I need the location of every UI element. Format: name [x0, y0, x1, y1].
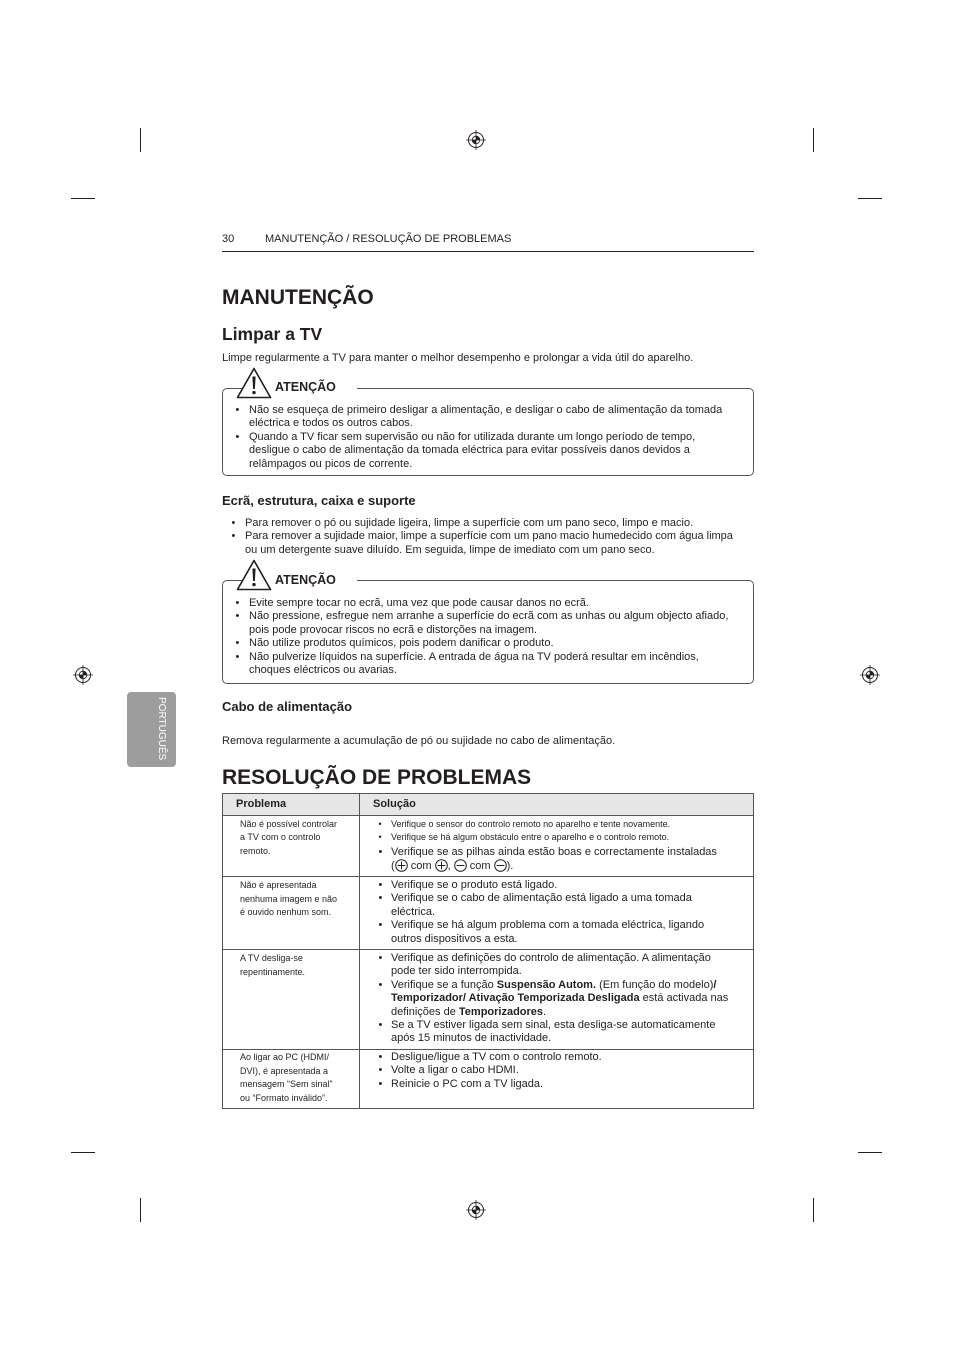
bullet-item: • Evite sempre tocar no ecrã, uma vez que pode causar danos no ecrã. — [234, 597, 749, 610]
crop-mark — [71, 198, 95, 199]
bullet-item: • Não pressione, esfregue nem arranhe a superfície do ecrã com as unhas ou algum objecto afiado, pois pode provocar riscos no ecrã e distorções na imagem. — [234, 610, 749, 637]
minus-circle-icon — [454, 859, 467, 872]
column-header-problem: Problema — [223, 794, 360, 816]
registration-mark-icon — [465, 1199, 487, 1221]
caution-label: ATENÇÃO — [275, 380, 336, 394]
registration-mark-icon — [859, 664, 881, 686]
solution-cell — [360, 1050, 753, 1108]
solution-item: • Verifique se há algum problema com a tomada eléctrica, ligando outros dispositivos a esta. — [360, 919, 753, 946]
subsection-title-screen: Ecrã, estrutura, caixa e suporte — [222, 493, 416, 508]
page-number: 30 — [222, 233, 235, 245]
solution-item: • Verifique se as pilhas ainda estão boas e correctamente instaladas ( com , com ). — [360, 845, 753, 873]
registration-mark-icon — [72, 664, 94, 686]
solution-item: • Verifique se a função Suspensão Autom. (Em função do modelo)/ Temporizador/ Ativação Temporizada Desligada está activada nas definições de Temporizadores. — [360, 979, 753, 1019]
power-cord-text: Remova regularmente a acumulação de pó ou sujidade no cabo de alimentação. — [222, 735, 616, 747]
problem-cell: A TV desliga-se repentinamente. — [223, 950, 360, 1050]
solution-item: • Volte a ligar o cabo HDMI. — [360, 1064, 753, 1077]
plus-circle-icon — [395, 859, 408, 872]
setting-name: Suspensão Autom. — [496, 978, 597, 991]
solution-cell — [360, 877, 753, 950]
running-header: MANUTENÇÃO / RESOLUÇÃO DE PROBLEMAS — [265, 233, 512, 245]
troubleshooting-table — [222, 793, 754, 1109]
bullet-item: • Para remover o pó ou sujidade ligeira, limpe a superfície com um pano seco, limpo e macio. — [230, 517, 754, 530]
crop-mark — [858, 1152, 882, 1153]
bullet-item: • Não utilize produtos químicos, pois podem danificar o produto. — [234, 637, 749, 650]
caution-list — [234, 404, 749, 471]
bullet-item: • Não pulverize líquidos na superfície. A entrada de água na TV poderá resultar em incêndios, choques eléctricos ou avarias. — [234, 651, 749, 678]
registration-mark-icon — [465, 129, 487, 151]
crop-mark — [140, 1198, 141, 1222]
caution-label: ATENÇÃO — [275, 573, 336, 587]
crop-mark — [71, 1152, 95, 1153]
solution-item: • Reinicie o PC com a TV ligada. — [360, 1078, 753, 1091]
crop-mark — [140, 128, 141, 152]
solution-item: • Verifique o sensor do controlo remoto no aparelho e tente novamente. — [360, 818, 753, 832]
column-header-solution: Solução — [360, 794, 753, 816]
solution-item: • Se a TV estiver ligada sem sinal, esta desliga-se automaticamente após 15 minutos de inactividade. — [360, 1019, 753, 1046]
plus-circle-icon — [435, 859, 448, 872]
problem-cell: Não é apresentada nenhuma imagem e não é ouvido nenhum som. — [223, 877, 360, 950]
solution-item: • Verifique as definições do controlo de alimentação. A alimentação pode ter sido interrompida. — [360, 952, 753, 979]
subsection-title-clean-tv: Limpar a TV — [222, 324, 323, 344]
problem-cell: Não é possível controlar a TV com o controlo remoto. — [223, 816, 360, 877]
section-title-troubleshooting: RESOLUÇÃO DE PROBLEMAS — [222, 766, 532, 789]
minus-circle-icon — [494, 859, 507, 872]
solution-cell — [360, 816, 753, 877]
bullet-item: • Quando a TV ficar sem supervisão ou não for utilizada durante um longo período de tempo, desligue o cabo de alimentação da tomada eléctrica para evitar possíveis danos devidos a relâmpagos ou picos de corrente. — [234, 431, 749, 471]
clean-tv-intro: Limpe regularmente a TV para manter o melhor desempenho e prolongar a vida útil do aparelho. — [222, 352, 694, 364]
solution-cell — [360, 950, 753, 1050]
solution-item: • Verifique se há algum obstáculo entre o aparelho e o controlo remoto. — [360, 831, 753, 845]
screen-care-list — [230, 517, 754, 557]
section-title-maintenance: MANUTENÇÃO — [222, 286, 374, 309]
setting-name: / Temporizador/ Ativação Temporizada Desligada — [391, 978, 717, 1005]
setting-name: Temporizadores — [458, 1005, 544, 1018]
warning-triangle-icon — [236, 367, 272, 399]
subsection-title-power-cord: Cabo de alimentação — [222, 699, 353, 714]
crop-mark — [813, 128, 814, 152]
bullet-item: • Para remover a sujidade maior, limpe a superfície com um pano macio humedecido com água limpa ou um detergente suave diluído. Em seguida, limpe de imediato com um pano seco. — [230, 530, 754, 557]
language-tab-label: PORTUGUÊS — [156, 697, 167, 761]
solution-item: • Verifique se o produto está ligado. — [360, 879, 753, 892]
warning-triangle-icon — [236, 559, 272, 591]
crop-mark — [813, 1198, 814, 1222]
solution-item: • Verifique se o cabo de alimentação está ligado a uma tomada eléctrica. — [360, 892, 753, 919]
bullet-item: • Não se esqueça de primeiro desligar a alimentação, e desligar o cabo de alimentação da tomada eléctrica e todos os outros cabos. — [234, 404, 749, 431]
caution-list — [234, 597, 749, 677]
header-rule — [222, 251, 754, 252]
language-tab — [127, 692, 176, 767]
solution-item: • Desligue/ligue a TV com o controlo remoto. — [360, 1051, 753, 1064]
crop-mark — [858, 198, 882, 199]
problem-cell: Ao ligar ao PC (HDMI/ DVI), é apresentada a mensagem “Sem sinal” ou “Formato inválido”. — [223, 1050, 360, 1108]
